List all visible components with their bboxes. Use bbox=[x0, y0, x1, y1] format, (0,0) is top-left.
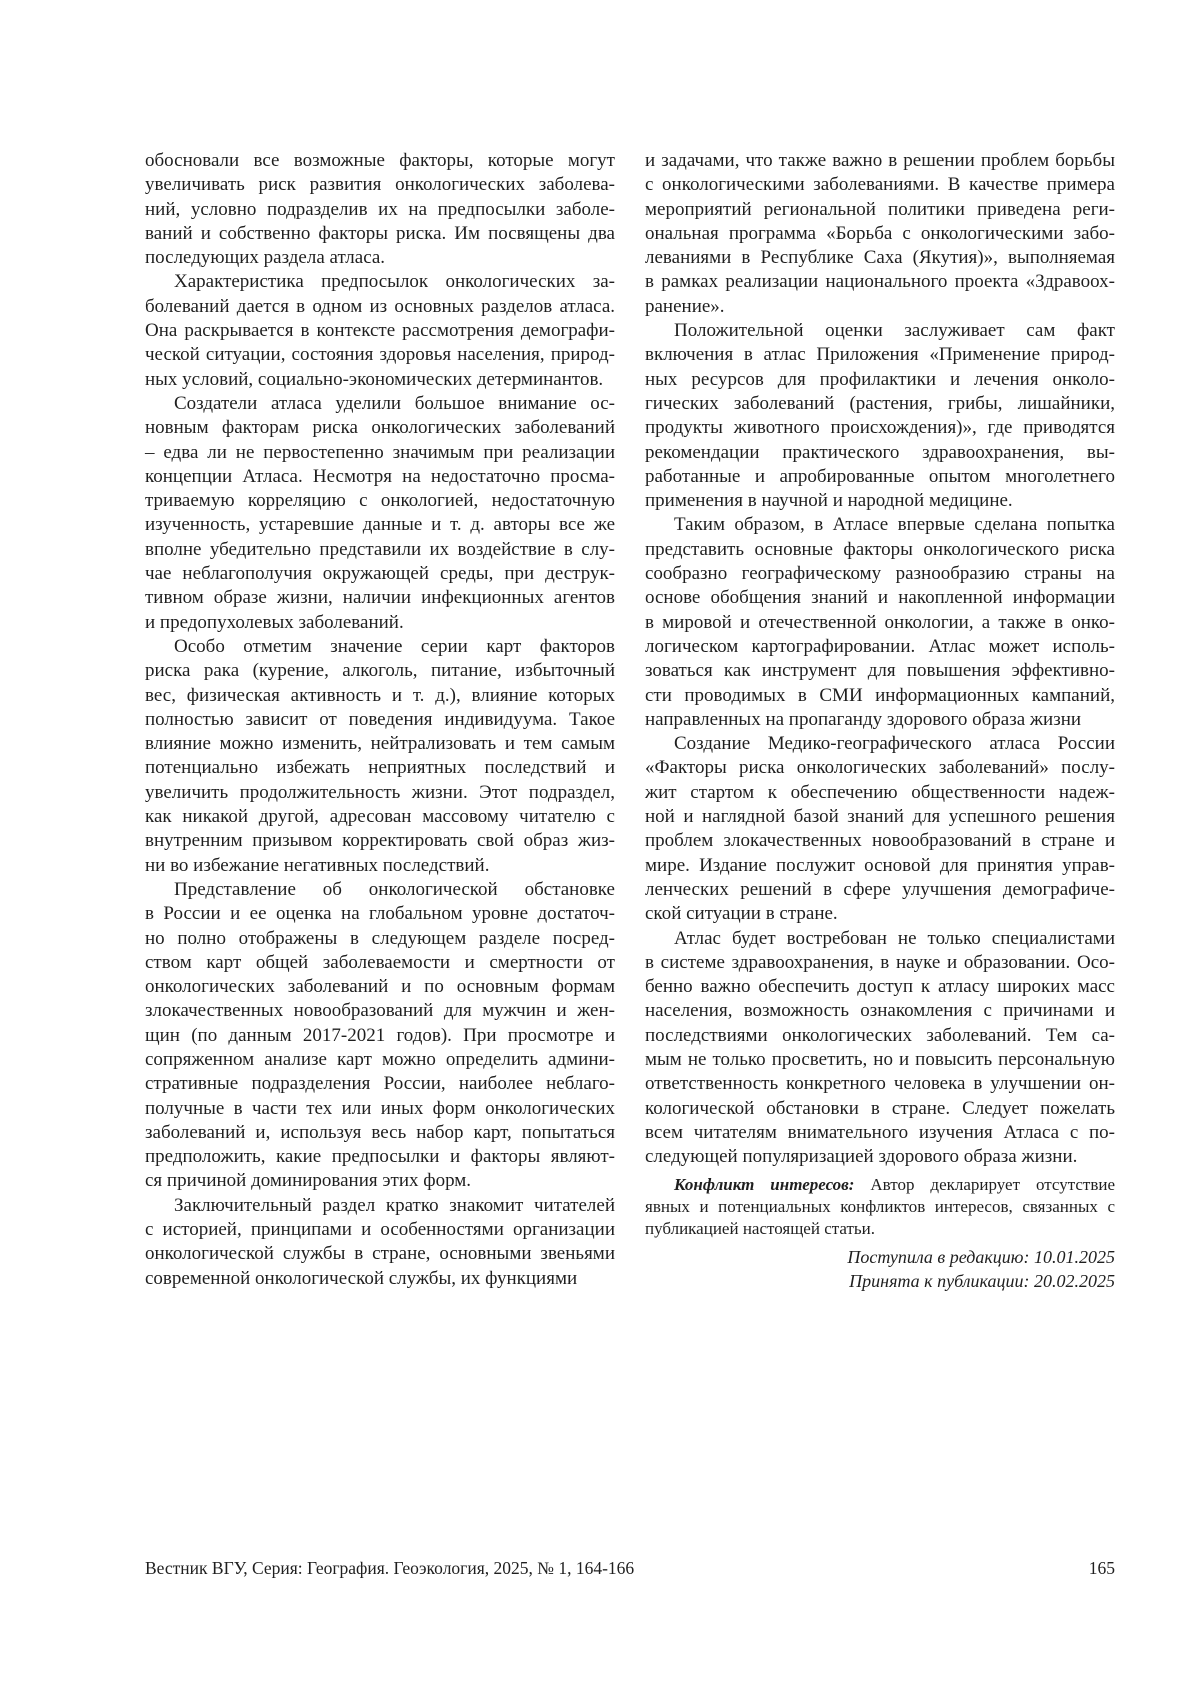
text-line: применения в научной и народной медицине. bbox=[645, 490, 1013, 512]
text-line: изученность, устаревшие данные и т. д. авторы все же bbox=[145, 514, 615, 536]
text-line: мым не только просветить, но и повысить персональную bbox=[645, 1048, 1115, 1070]
text-line: чае неблагополучия окружающей среды, при деструк- bbox=[145, 563, 615, 585]
submission-dates bbox=[645, 1246, 1115, 1293]
text-line: как никакой другой, адресован массовому читателю с bbox=[145, 806, 615, 828]
text-line: в России и ее оценка на глобальном уровне достаточ- bbox=[145, 903, 615, 925]
text-line: мире. Издание послужит основой для принятия управ- bbox=[645, 854, 1115, 876]
conflict-line bbox=[645, 1174, 1115, 1196]
text-line: триваемую корреляцию с онкологией, недостаточную bbox=[145, 490, 615, 512]
text-line: Создание Медико-географического атласа России bbox=[674, 733, 1115, 755]
text-line: и предопухолевых заболеваний. bbox=[145, 611, 404, 633]
text-line: сообразно географическому разнообразию страны на bbox=[645, 563, 1115, 585]
text-line: леваниями в Республике Саха (Якутия)», выполняемая bbox=[645, 247, 1115, 269]
text-line: бенно важно обеспечить доступ к атласу широких масс bbox=[645, 976, 1115, 998]
text-line: в мировой и отечественной онкологии, а также в онко- bbox=[645, 611, 1115, 633]
left-column bbox=[145, 149, 615, 1293]
text-line: заболеваний и, используя весь набор карт, попытаться bbox=[145, 1121, 615, 1143]
text-line: внутренним призывом корректировать свой образ жиз- bbox=[145, 830, 615, 852]
text-line: проблем злокачественных новообразований в стране и bbox=[645, 830, 1115, 852]
paragraph bbox=[145, 635, 615, 878]
text-line: но полно отображены в следующем разделе посред- bbox=[145, 927, 615, 949]
text-line: злокачественных новообразований для мужчин и жен- bbox=[145, 1000, 615, 1022]
text-line: Таким образом, в Атласе впервые сделана попытка bbox=[674, 514, 1115, 536]
text-line: вполне убедительно представили их воздействие в слу- bbox=[145, 538, 615, 560]
text-line: предположить, какие предпосылки и факторы являют- bbox=[145, 1146, 615, 1168]
conflict-text: Автор декларирует отсутствие bbox=[854, 1175, 1115, 1195]
text-line: ством карт общей заболеваемости и смертности от bbox=[145, 951, 615, 973]
text-line: получные в части тех или иных форм онкологических bbox=[145, 1097, 615, 1119]
text-line: онкологической службы в стране, основными звеньями bbox=[145, 1243, 615, 1265]
journal-reference: Вестник ВГУ, Серия: География. Геоэкология, 2025, № 1, 164-166 bbox=[145, 1558, 635, 1578]
paragraph bbox=[645, 319, 1115, 513]
text-line: ранение». bbox=[645, 295, 725, 317]
text-line: «Факторы риска онкологических заболеваний» послу- bbox=[645, 757, 1115, 779]
conflict-line: явных и потенциальных конфликтов интересов, связанных с bbox=[645, 1197, 1115, 1217]
paragraph bbox=[645, 513, 1115, 732]
text-line: включения в атлас Приложения «Применение природ- bbox=[645, 344, 1115, 366]
text-line: продукты животного происхождения)», где приводятся bbox=[645, 417, 1115, 439]
conflict-line: публикацией настоящей статьи. bbox=[645, 1218, 876, 1238]
paragraph bbox=[145, 1194, 615, 1291]
text-line: Атлас будет востребован не только специалистами bbox=[674, 927, 1115, 949]
text-line: работанные и апробированные опытом многолетнего bbox=[645, 465, 1115, 487]
text-line: жит стартом к обеспечению общественности надеж- bbox=[645, 781, 1115, 803]
text-line: представить основные факторы онкологического риска bbox=[645, 538, 1115, 560]
text-line: ся причиной доминирования этих форм. bbox=[145, 1170, 472, 1192]
text-line: стративные подразделения России, наиболее неблаго- bbox=[145, 1073, 615, 1095]
text-line: с историей, принципами и особенностями организации bbox=[145, 1219, 615, 1241]
text-line: в рамках реализации национального проекта «Здравоох- bbox=[645, 271, 1115, 293]
text-line: ответственность конкретного человека в улучшении он- bbox=[645, 1073, 1115, 1095]
conflict-of-interest bbox=[645, 1174, 1115, 1239]
text-line: ональная программа «Борьба с онкологическими забо- bbox=[645, 222, 1115, 244]
text-line: увеличивать риск развития онкологических заболева- bbox=[145, 174, 615, 196]
text-line: Представление об онкологической обстановке bbox=[174, 878, 615, 900]
text-line: Особо отметим значение серии карт факторов bbox=[174, 635, 615, 657]
paragraph bbox=[645, 149, 1115, 319]
text-line: ни во избежание негативных последствий. bbox=[145, 854, 490, 876]
text-line: сопряженном анализе карт можно определить админи- bbox=[145, 1048, 615, 1070]
paragraph bbox=[645, 732, 1115, 926]
text-line: логическом картографировании. Атлас может исполь- bbox=[645, 635, 1115, 657]
text-line: последствиями онкологических заболеваний. Тем са- bbox=[645, 1024, 1115, 1046]
text-line: всем читателям внимательного изучения Атласа с по- bbox=[645, 1121, 1115, 1143]
text-line: риска рака (курение, алкоголь, питание, избыточный bbox=[145, 660, 615, 682]
accepted-date: Принята к публикации: 20.02.2025 bbox=[849, 1270, 1115, 1291]
paragraph bbox=[145, 270, 615, 391]
article-text bbox=[145, 149, 1115, 1293]
text-line: современной онкологической службы, их функциями bbox=[145, 1267, 578, 1289]
text-line: и задачами, что также важно в решении проблем борьбы bbox=[645, 150, 1115, 171]
text-line: основе обобщения знаний и накопленной информации bbox=[645, 587, 1115, 609]
text-line: рекомендации практического здравоохранения, вы- bbox=[645, 441, 1115, 463]
text-line: ленческих решений в сфере улучшения демографиче- bbox=[645, 878, 1115, 900]
text-line: – едва ли не первостепенно значимым при реализации bbox=[145, 441, 615, 463]
text-line: в системе здравоохранения, в науке и образовании. Осо- bbox=[645, 951, 1115, 973]
text-line: ной и наглядной базой знаний для успешного решения bbox=[645, 806, 1115, 828]
text-line: ваний и собственно факторы риска. Им посвящены два bbox=[145, 222, 615, 244]
text-line: Характеристика предпосылок онкологических за- bbox=[174, 271, 615, 293]
text-line: сти проводимых в СМИ информационных кампаний, bbox=[645, 684, 1115, 706]
paragraph bbox=[645, 927, 1115, 1170]
text-line: с онкологическими заболеваниями. В качестве примера bbox=[645, 174, 1115, 196]
text-line: ческой ситуации, состояния здоровья населения, природ- bbox=[145, 344, 615, 366]
page-number: 165 bbox=[1088, 1558, 1115, 1578]
text-line: болеваний дается в одном из основных разделов атласа. bbox=[145, 295, 615, 317]
text-line: онкологических заболеваний и по основным формам bbox=[145, 976, 615, 998]
paragraph bbox=[145, 392, 615, 635]
right-column bbox=[645, 149, 1115, 1293]
text-line: ний, условно подразделив их на предпосылки заболе- bbox=[145, 198, 615, 220]
text-line: Заключительный раздел кратко знакомит читателей bbox=[174, 1194, 615, 1216]
text-line: ных ресурсов для профилактики и лечения онколо- bbox=[645, 368, 1115, 390]
text-line: влияние можно изменить, нейтрализовать и тем самым bbox=[145, 733, 615, 755]
footer bbox=[145, 1556, 1115, 1580]
conflict-label: Конфликт интересов: bbox=[674, 1175, 855, 1195]
text-line: новным факторам риска онкологических заболеваний bbox=[145, 417, 615, 439]
text-line: гических заболеваний (растения, грибы, лишайники, bbox=[645, 392, 1115, 414]
text-line: увеличить продолжительность жизни. Этот подраздел, bbox=[145, 781, 615, 803]
paragraph bbox=[145, 878, 615, 1194]
text-line: тивном образе жизни, наличии инфекционных агентов bbox=[145, 587, 615, 609]
text-line: кологической обстановки в стране. Следует пожелать bbox=[645, 1097, 1115, 1119]
text-line: последующих раздела атласа. bbox=[145, 247, 386, 269]
text-line: потенциально избежать неприятных последствий и bbox=[145, 757, 615, 779]
received-date: Поступила в редакцию: 10.01.2025 bbox=[847, 1247, 1115, 1268]
text-line: Создатели атласа уделили большое внимание ос- bbox=[174, 392, 615, 414]
text-line: следующей популяризацией здорового образа жизни. bbox=[645, 1146, 1078, 1168]
text-line: Она раскрывается в контексте рассмотрения демографи- bbox=[145, 320, 615, 342]
text-line: обосновали все возможные факторы, которые могут bbox=[145, 150, 615, 171]
text-line: ской ситуации в стране. bbox=[645, 903, 838, 925]
text-line: концепции Атласа. Несмотря на недостаточно просма- bbox=[145, 465, 615, 487]
text-line: направленных на пропаганду здорового образа жизни bbox=[645, 708, 1082, 730]
text-line: ных условий, социально-экономических детерминантов. bbox=[145, 368, 604, 390]
paragraph bbox=[145, 149, 615, 270]
text-line: мероприятий региональной политики приведена реги- bbox=[645, 198, 1115, 220]
text-line: щин (по данным 2017-2021 годов). При просмотре и bbox=[145, 1024, 615, 1046]
text-line: вес, физическая активность и т. д.), влияние которых bbox=[145, 684, 615, 706]
text-line: Положительной оценки заслуживает сам факт bbox=[674, 320, 1115, 342]
text-line: населения, возможность ознакомления с причинами и bbox=[645, 1000, 1115, 1022]
text-line: зоваться как инструмент для повышения эффективно- bbox=[645, 660, 1115, 682]
text-line: полностью зависит от поведения индивидуума. Такое bbox=[145, 708, 615, 730]
